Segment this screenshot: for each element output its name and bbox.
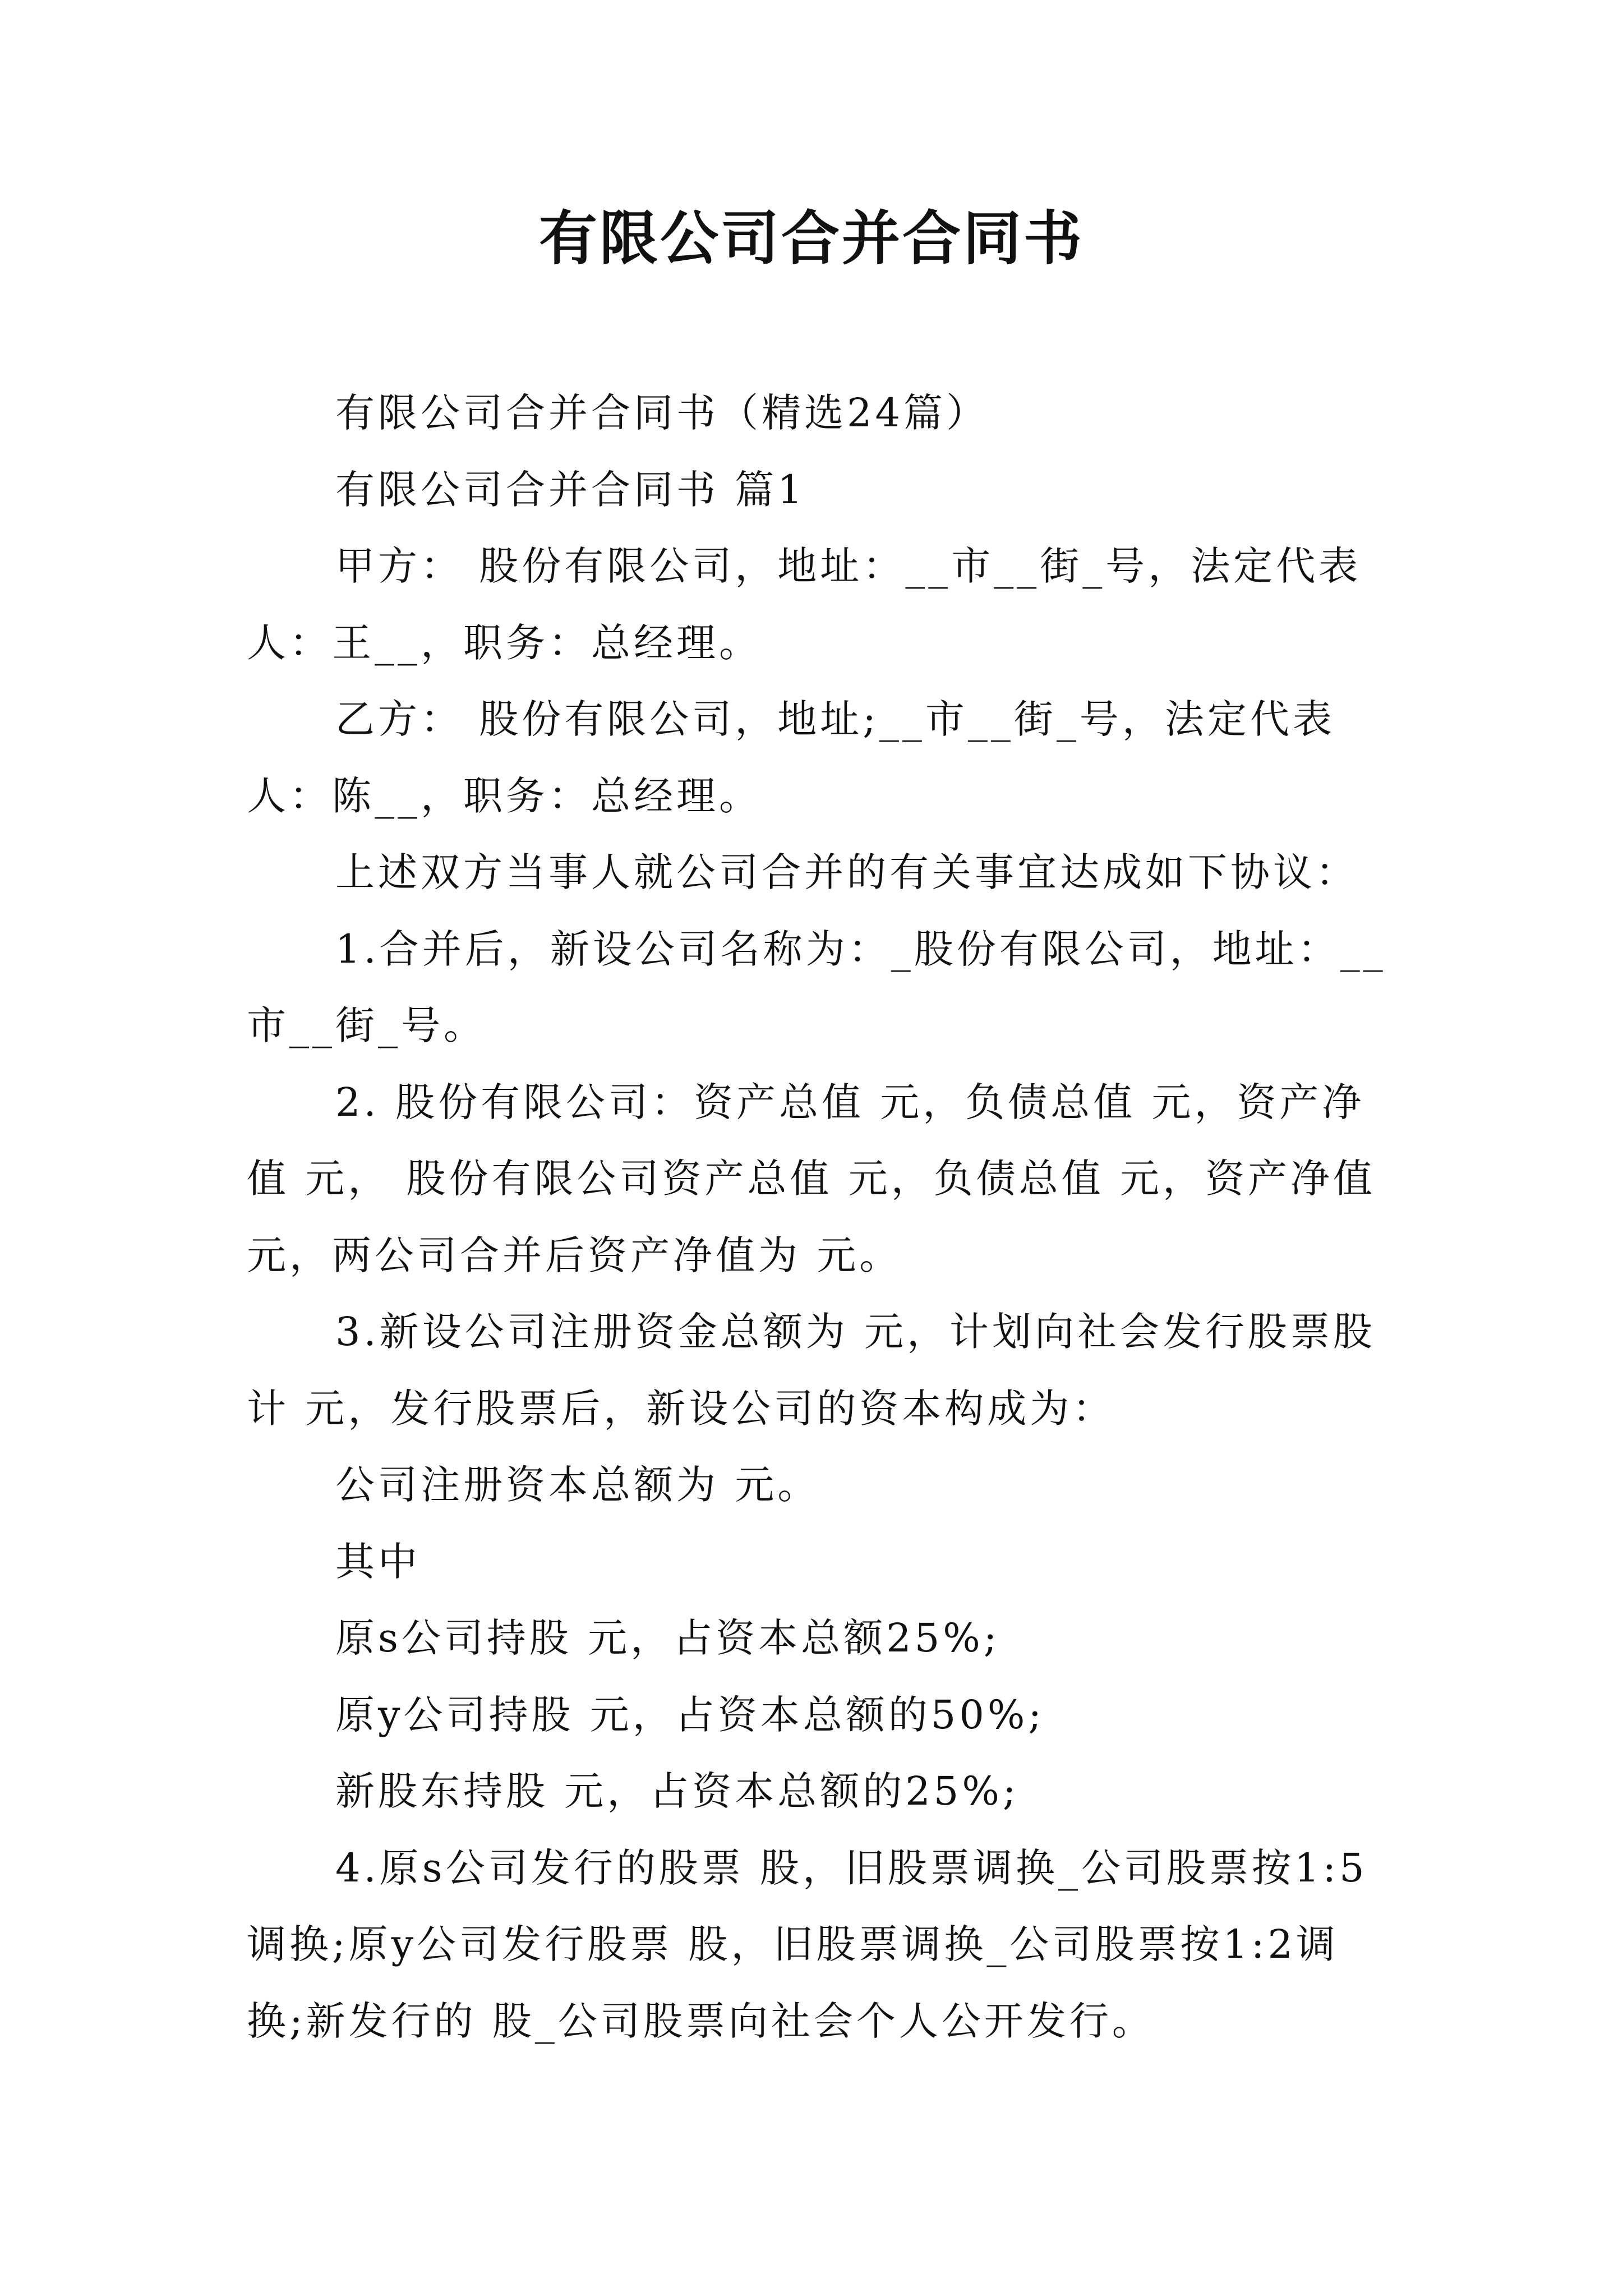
paragraph-clause-1: 1.合并后，新设公司名称为：_股份有限公司，地址：__市__街_号。 (247, 926, 1386, 1048)
paragraph-among-which: 其中 (335, 1538, 421, 1585)
paragraph-registered-capital: 公司注册资本总额为 元。 (335, 1462, 820, 1508)
paragraph-clause-2: 2. 股份有限公司：资产总值 元，负债总值 元，资产净值 元， 股份有限公司资产总值 元，负债总值 元，资产净值 元，两公司合并后资产净值为 元。 (247, 1079, 1392, 1278)
document-title: 有限公司合并合同书 (538, 204, 1084, 273)
paragraph-shareholding-new: 新股东持股 元，占资本总额的25%; (335, 1768, 1020, 1814)
paragraph-shareholding-y: 原y公司持股 元，占资本总额的50%; (335, 1691, 1045, 1738)
paragraph-party-a: 甲方： 股份有限公司，地址：__市__街_号，法定代表人：王__，职务：总经理。 (247, 543, 1362, 666)
paragraph-section-heading: 有限公司合并合同书 篇1 (335, 466, 806, 513)
paragraph-agreement-intro: 上述双方当事人就公司合并的有关事宜达成如下协议： (335, 849, 1358, 895)
paragraph-collection-title: 有限公司合并合同书（精选24篇） (335, 390, 989, 436)
paragraph-shareholding-s: 原s公司持股 元，占资本总额25%; (335, 1615, 1000, 1661)
paragraph-clause-3: 3.新设公司注册资金总额为 元，计划向社会发行股票股计 元，发行股票后，新设公司的资本构成为： (247, 1309, 1376, 1432)
document-body (247, 375, 1391, 2059)
paragraph-clause-4: 4.原s公司发行的股票 股，旧股票调换_公司股票按1:5调换;原y公司发行股票 股，旧股票调换_公司股票按1:2调换;新发行的 股_公司股票向社会个人公开发行。 (247, 1844, 1368, 2044)
paragraph-party-b: 乙方： 股份有限公司，地址;__市__街_号，法定代表人：陈__，职务：总经理。 (247, 696, 1335, 819)
